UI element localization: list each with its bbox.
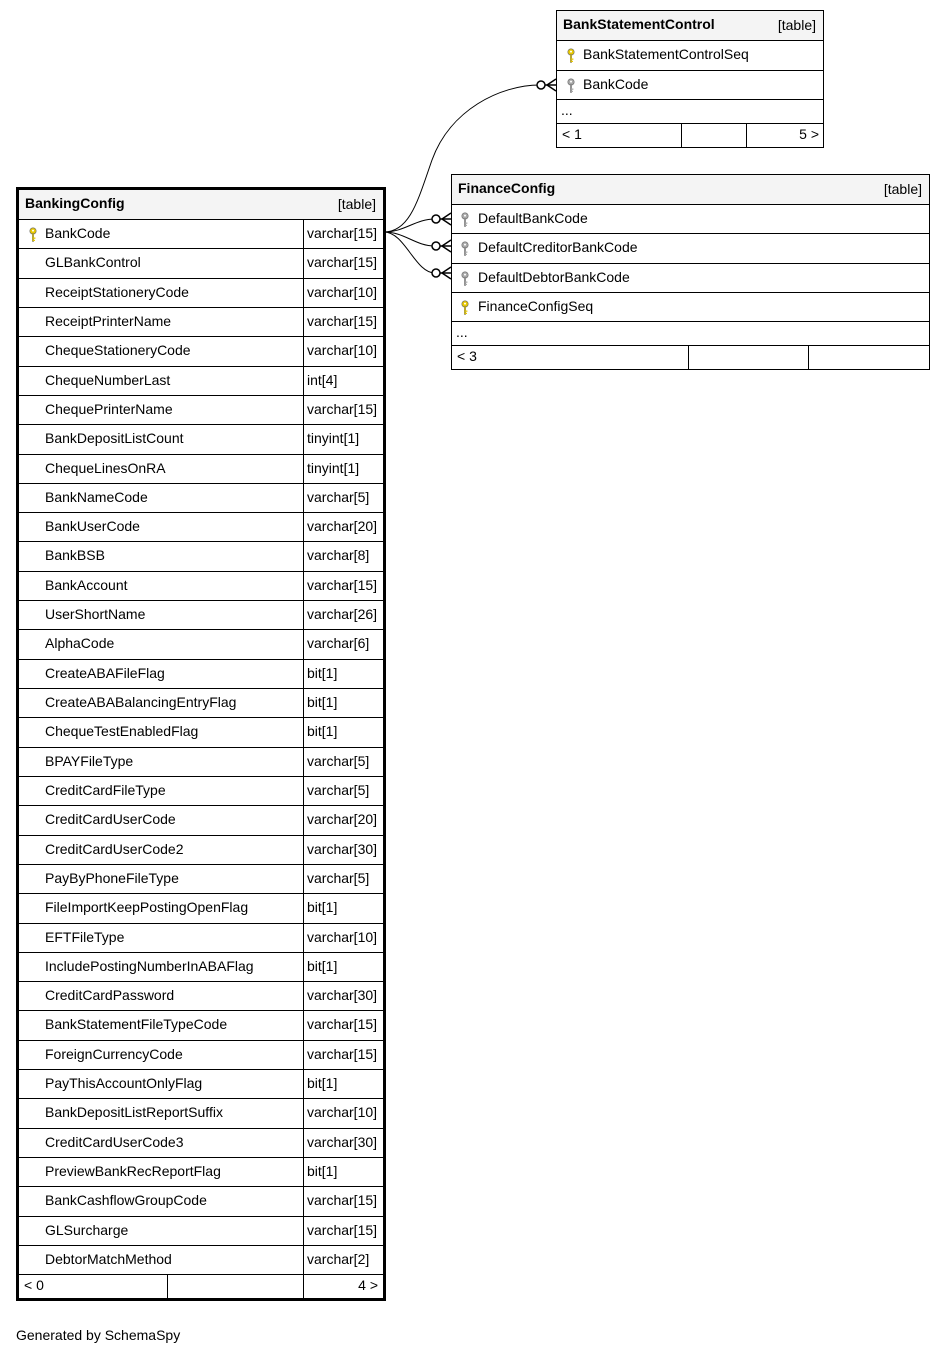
column-type: bit[1]: [307, 1163, 338, 1179]
primary-key-icon: [567, 48, 575, 64]
table-row[interactable]: [19, 894, 383, 923]
table-name: BankingConfig: [25, 195, 125, 211]
table-row[interactable]: [19, 777, 383, 806]
table-row[interactable]: [19, 748, 383, 777]
table-name: FinanceConfig: [458, 180, 556, 196]
column-name: ChequeTestEnabledFlag: [45, 723, 199, 740]
column-name: CreditCardUserCode: [45, 811, 176, 828]
column-type: varchar[5]: [307, 781, 370, 798]
table-kind: [table]: [777, 17, 816, 33]
link-financeconfig-defaultbankcode: [384, 219, 435, 232]
column-list: [557, 41, 823, 100]
child-count: 4 >: [358, 1277, 378, 1294]
column-name: CreditCardUserCode2: [45, 840, 184, 857]
column-type: varchar[15]: [307, 1221, 378, 1238]
generated-by-text: Generated by SchemaSpy: [16, 1327, 181, 1343]
table-row[interactable]: [19, 982, 383, 1011]
table-row[interactable]: [19, 396, 383, 425]
column-name: BankAccount: [45, 576, 128, 593]
column-name: BPAYFileType: [45, 752, 134, 769]
column-name: UserShortName: [45, 606, 146, 623]
crowfoot-defaultbankcode: [432, 213, 451, 225]
column-type: bit[1]: [307, 694, 338, 710]
table-row[interactable]: [19, 484, 383, 513]
column-type: varchar[26]: [307, 606, 378, 623]
more-columns-ellipsis: ...: [452, 322, 929, 346]
column-name: IncludePostingNumberInABAFlag: [45, 957, 254, 974]
column-name: FinanceConfigSeq: [478, 297, 594, 314]
column-list: [452, 205, 929, 322]
table-row[interactable]: [19, 220, 383, 249]
table-row[interactable]: [19, 718, 383, 747]
column-name: BankStatementControlSeq: [583, 46, 749, 62]
column-name: CreditCardPassword: [45, 987, 175, 1004]
table-row[interactable]: [19, 660, 383, 689]
table-row[interactable]: [19, 924, 383, 953]
column-type: varchar[6]: [307, 635, 370, 652]
column-name: DefaultBankCode: [478, 210, 588, 226]
column-list: [19, 220, 383, 1275]
column-name: CreditCardFileType: [45, 781, 166, 798]
column-name: BankUserCode: [45, 518, 140, 535]
column-name: ReceiptStationeryCode: [45, 283, 189, 300]
column-name: CreateABAFileFlag: [45, 664, 165, 681]
column-name: GLSurcharge: [45, 1221, 129, 1238]
table-row[interactable]: [19, 1070, 383, 1099]
column-type: varchar[5]: [307, 869, 370, 886]
column-name: CreateABABalancingEntryFlag: [45, 694, 237, 710]
column-type: varchar[15]: [307, 576, 378, 593]
crowfoot-defaultcreditorbankcode: [432, 240, 451, 252]
column-type: varchar[30]: [307, 840, 378, 857]
child-count: 5 >: [799, 126, 819, 142]
column-name: BankNameCode: [45, 488, 148, 505]
table-row[interactable]: [452, 205, 929, 234]
table-row[interactable]: [19, 308, 383, 337]
table-row[interactable]: [19, 689, 383, 718]
column-name: BankCode: [583, 75, 649, 92]
column-name: DebtorMatchMethod: [45, 1250, 172, 1267]
table-footer: [452, 346, 929, 369]
column-name: BankCashflowGroupCode: [45, 1192, 207, 1209]
column-type: varchar[15]: [307, 1016, 378, 1033]
column-name: BankDepositListReportSuffix: [45, 1104, 223, 1121]
table-row[interactable]: [19, 279, 383, 308]
column-type: varchar[15]: [307, 312, 378, 329]
column-name: EFTFileType: [45, 928, 125, 945]
column-type: bit[1]: [307, 899, 338, 916]
column-type: bit[1]: [307, 957, 338, 974]
table-row[interactable]: [19, 337, 383, 366]
table-row[interactable]: [19, 865, 383, 894]
column-type: int[4]: [307, 371, 338, 388]
table-name: BankStatementControl: [563, 16, 715, 32]
column-name: DefaultDebtorBankCode: [478, 268, 630, 285]
table-footer: [19, 1275, 383, 1298]
table-row[interactable]: [19, 425, 383, 454]
column-name: BankStatementFileTypeCode: [45, 1016, 228, 1033]
column-name: ReceiptPrinterName: [45, 312, 172, 329]
more-columns-ellipsis: ...: [557, 100, 823, 124]
foreign-key-icon: [461, 212, 469, 228]
column-type: bit[1]: [307, 664, 338, 681]
table-row[interactable]: [19, 249, 383, 278]
column-type: varchar[5]: [307, 752, 370, 769]
parent-count: < 0: [24, 1277, 44, 1294]
table-footer: [557, 124, 823, 147]
column-name: BankBSB: [45, 547, 105, 564]
foreign-key-icon: [567, 78, 575, 94]
column-type: varchar[2]: [307, 1250, 370, 1267]
column-type: bit[1]: [307, 1075, 338, 1092]
table-row[interactable]: [19, 542, 383, 571]
table-row[interactable]: [557, 71, 823, 101]
column-type: varchar[10]: [307, 928, 378, 945]
column-type: varchar[15]: [307, 225, 378, 241]
table-row[interactable]: [19, 1011, 383, 1040]
column-name: ChequePrinterName: [45, 400, 173, 417]
column-type: varchar[30]: [307, 1133, 378, 1150]
column-name: ChequeNumberLast: [45, 371, 171, 388]
table-row[interactable]: [452, 234, 929, 263]
column-name: PreviewBankRecReportFlag: [45, 1163, 221, 1179]
parent-count: < 1: [562, 126, 582, 142]
table-row[interactable]: [19, 455, 383, 484]
primary-key-icon: [29, 227, 37, 243]
column-name: FileImportKeepPostingOpenFlag: [45, 899, 249, 916]
table-row[interactable]: [19, 806, 383, 835]
column-type: varchar[8]: [307, 547, 370, 564]
table-header: [557, 11, 823, 41]
column-name: PayThisAccountOnlyFlag: [45, 1075, 203, 1092]
table-row[interactable]: [19, 1246, 383, 1275]
column-type: varchar[10]: [307, 283, 378, 300]
table-row[interactable]: [19, 953, 383, 982]
column-name: PayByPhoneFileType: [45, 869, 179, 886]
table-row[interactable]: [452, 293, 929, 322]
column-name: BankCode: [45, 225, 111, 241]
table-row[interactable]: [19, 572, 383, 601]
column-type: varchar[15]: [307, 254, 378, 271]
table-row[interactable]: [19, 601, 383, 630]
table-row[interactable]: [19, 367, 383, 396]
column-type: varchar[15]: [307, 1045, 378, 1062]
column-name: AlphaCode: [45, 635, 115, 652]
table-row[interactable]: [19, 513, 383, 542]
table-row[interactable]: [19, 1217, 383, 1246]
table-row[interactable]: [19, 836, 383, 865]
column-name: DefaultCreditorBankCode: [478, 239, 638, 256]
table-header: [19, 190, 383, 220]
column-type: varchar[20]: [307, 518, 378, 535]
primary-key-icon: [461, 300, 469, 316]
column-name: ChequeLinesOnRA: [45, 459, 166, 476]
table-bankingconfig[interactable]: [16, 187, 386, 1301]
column-type: varchar[20]: [307, 811, 378, 828]
foreign-key-icon: [461, 241, 469, 257]
column-type: tinyint[1]: [307, 430, 360, 447]
table-row[interactable]: [19, 1041, 383, 1070]
table-row[interactable]: [19, 630, 383, 659]
link-financeconfig-defaultdebtorbankcode: [384, 232, 435, 273]
table-row[interactable]: [557, 41, 823, 71]
column-type: tinyint[1]: [307, 459, 360, 476]
table-kind: [table]: [883, 181, 922, 197]
table-bankstatementcontrol[interactable]: [556, 10, 824, 148]
column-name: ChequeStationeryCode: [45, 342, 191, 359]
column-name: ForeignCurrencyCode: [45, 1045, 183, 1062]
table-financeconfig[interactable]: [451, 174, 930, 370]
column-type: bit[1]: [307, 723, 338, 740]
column-type: varchar[10]: [307, 342, 378, 359]
column-name: BankDepositListCount: [45, 430, 184, 447]
table-row[interactable]: [452, 264, 929, 293]
table-row[interactable]: [19, 1099, 383, 1128]
foreign-key-icon: [461, 271, 469, 287]
table-row[interactable]: [19, 1187, 383, 1216]
column-type: varchar[15]: [307, 1192, 378, 1209]
table-header: [452, 175, 929, 205]
crowfoot-bankstatementcontrol: [537, 79, 556, 91]
table-kind: [table]: [337, 196, 376, 212]
column-type: varchar[5]: [307, 488, 370, 505]
table-row[interactable]: [19, 1129, 383, 1158]
column-type: varchar[10]: [307, 1104, 378, 1121]
column-type: varchar[30]: [307, 987, 378, 1004]
table-row[interactable]: [19, 1158, 383, 1187]
column-name: GLBankControl: [45, 254, 141, 271]
column-type: varchar[15]: [307, 400, 378, 417]
parent-count: < 3: [457, 348, 477, 364]
crowfoot-defaultdebtorbankcode: [432, 267, 451, 279]
column-name: CreditCardUserCode3: [45, 1133, 184, 1150]
